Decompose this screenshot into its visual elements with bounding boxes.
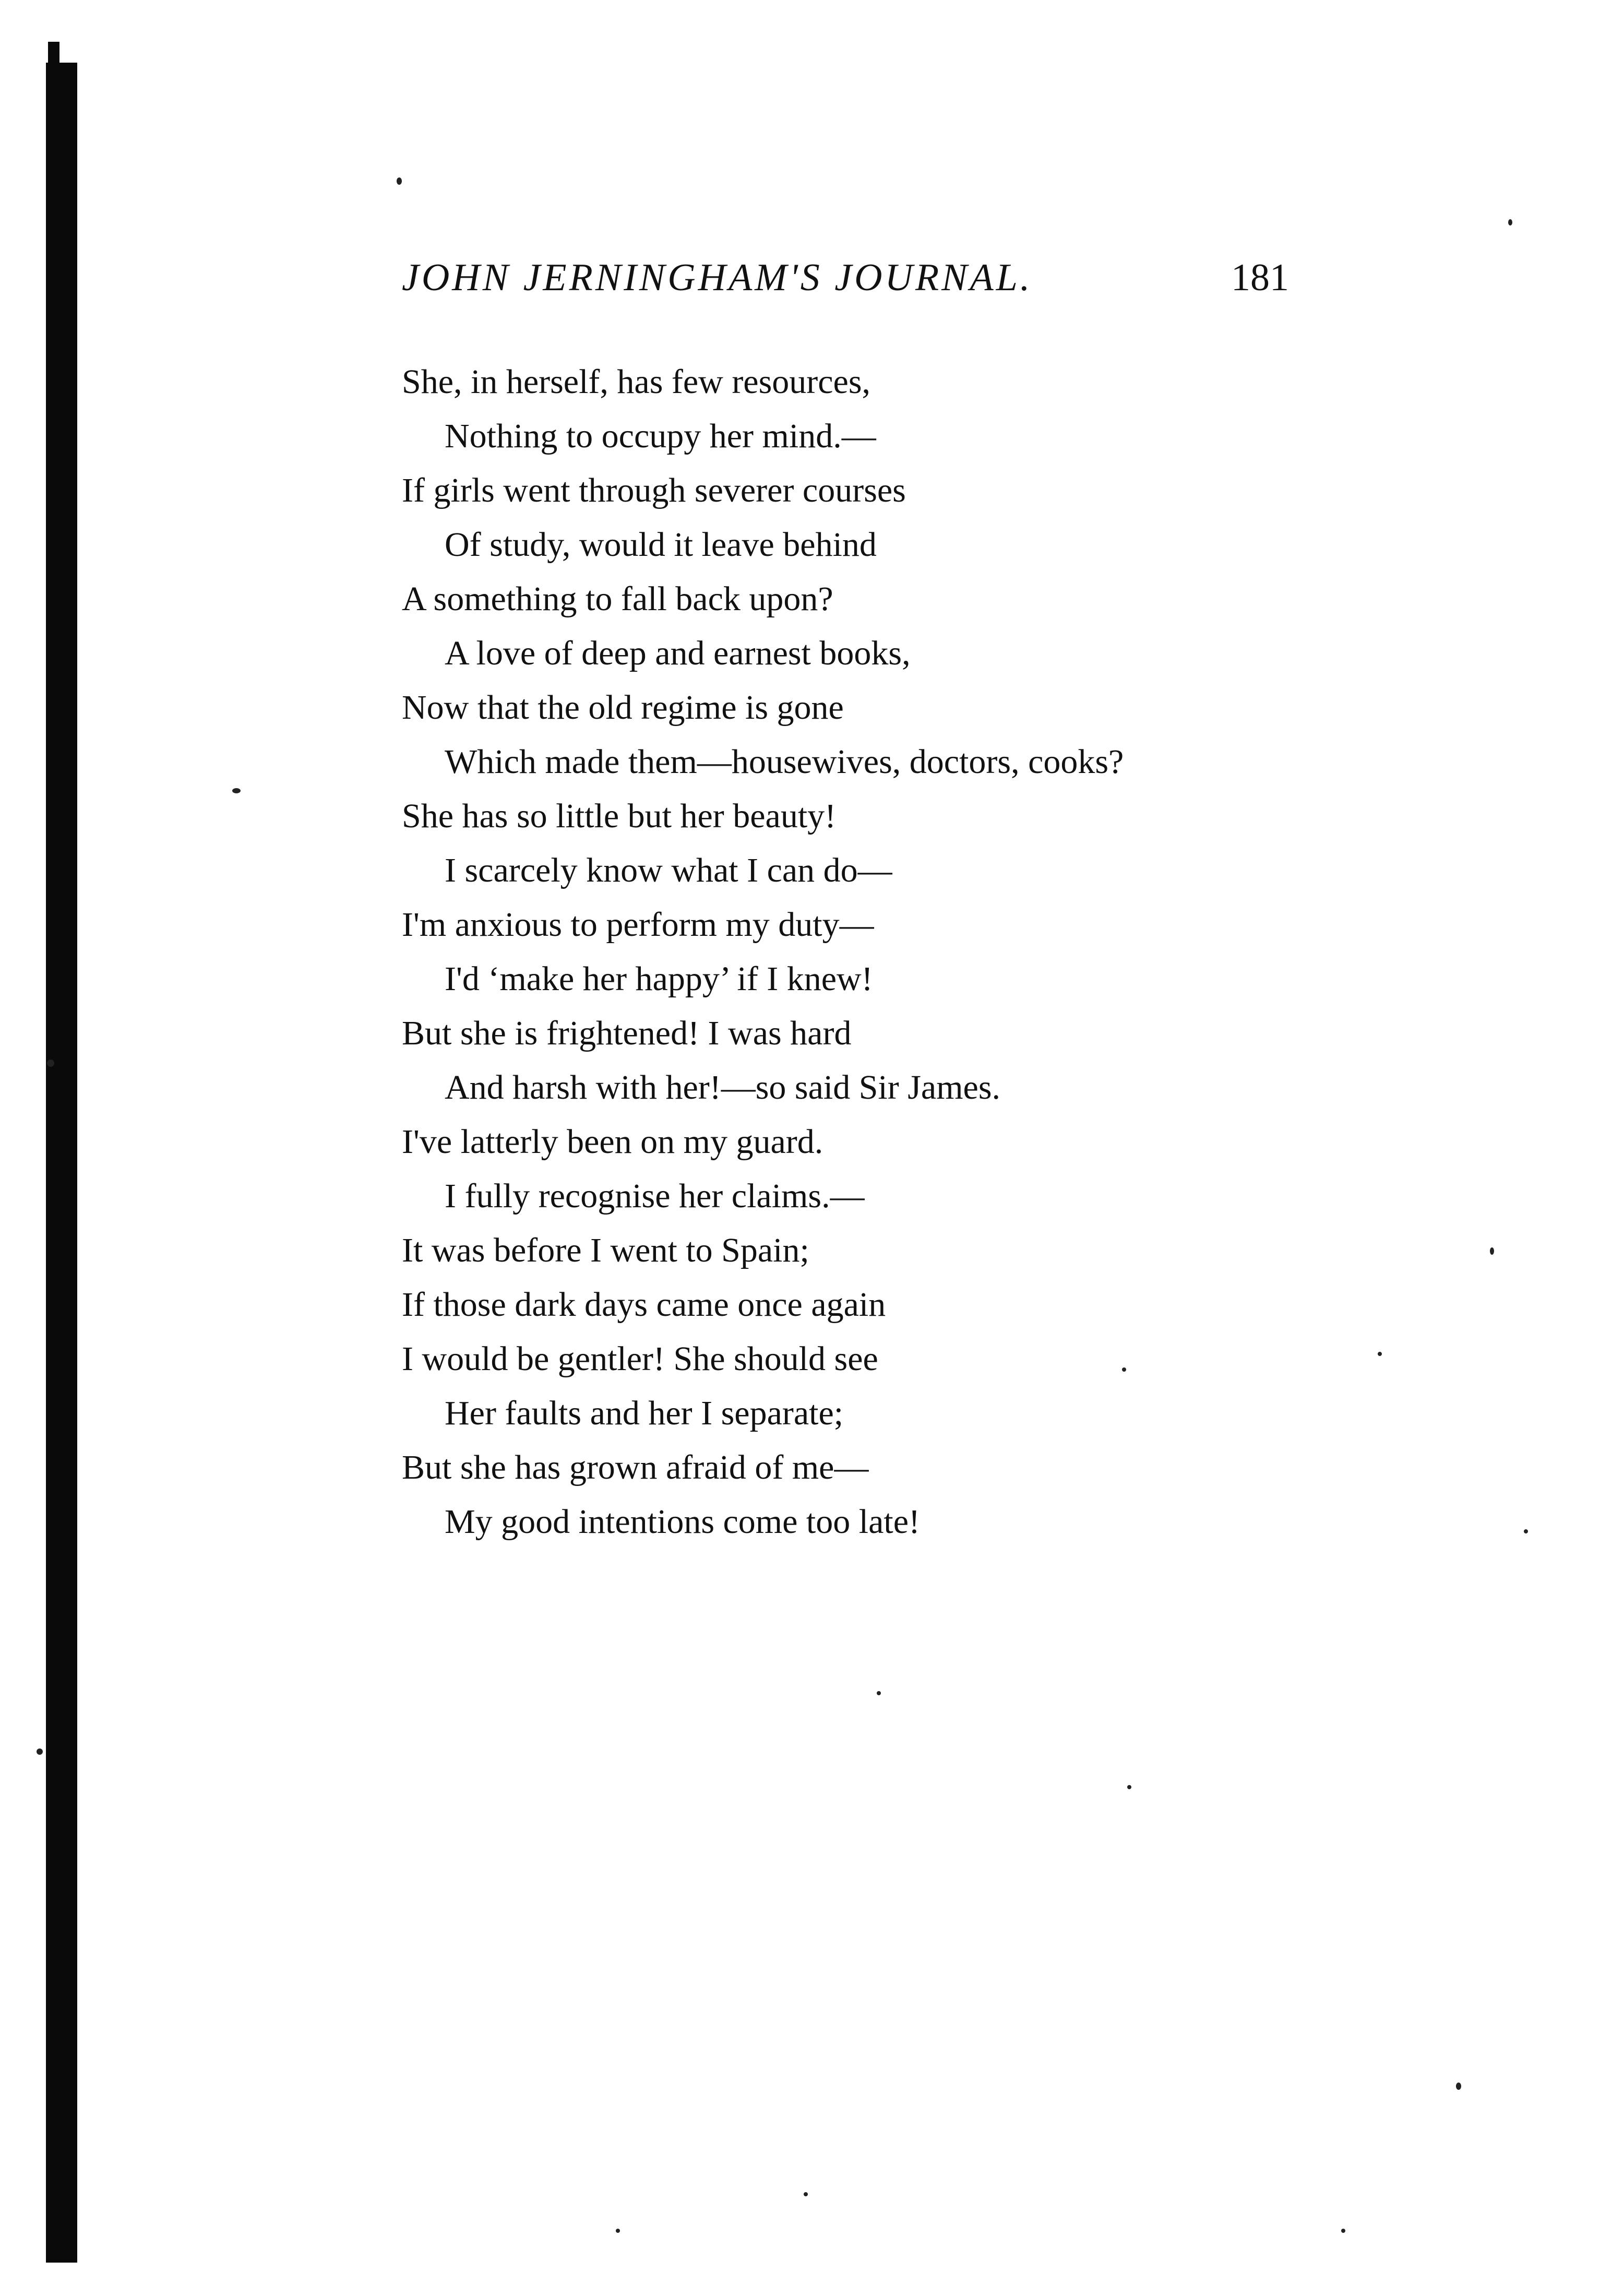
poem-line: And harsh with her!—so said Sir James. [445, 1068, 1001, 1107]
poem-line: She has so little but her beauty! [402, 797, 837, 835]
print-speck [1490, 1247, 1494, 1255]
print-speck [232, 788, 241, 793]
poem-line: I fully recognise her claims.— [445, 1177, 865, 1215]
print-speck [37, 1748, 43, 1755]
print-speck [1341, 2229, 1345, 2233]
page-number: 181 [1231, 256, 1289, 299]
poem-line: I'd ‘make her happy’ if I knew! [445, 960, 873, 998]
poem-line: It was before I went to Spain; [402, 1231, 809, 1269]
poem-line: Her faults and her I separate; [445, 1394, 844, 1432]
print-speck [1508, 219, 1512, 225]
poem-line: Nothing to occupy her mind.— [445, 417, 876, 455]
print-speck [1524, 1529, 1528, 1533]
poem-line: I scarcely know what I can do— [445, 851, 892, 889]
print-speck [804, 2192, 808, 2196]
poem-line: If those dark days came once again [402, 1286, 886, 1324]
poem-line: My good intentions come too late! [445, 1503, 921, 1541]
page-header [402, 256, 1289, 318]
running-title: JOHN JERNINGHAM'S JOURNAL. [402, 256, 1033, 299]
poem-line: I would be gentler! She should see [402, 1340, 878, 1378]
poem-line: She, in herself, has few resources, [402, 363, 871, 401]
poem [402, 355, 1341, 1549]
print-speck [1378, 1352, 1382, 1356]
print-speck [616, 2229, 620, 2233]
poem-line: A love of deep and earnest books, [445, 634, 911, 672]
print-speck [1122, 1367, 1126, 1372]
poem-line: Now that the old regime is gone [402, 688, 844, 727]
binding-edge [46, 63, 77, 2263]
print-speck [877, 1691, 881, 1695]
print-speck [1456, 2083, 1461, 2090]
poem-line: But she has grown afraid of me— [402, 1448, 869, 1486]
poem-line: A something to fall back upon? [402, 580, 833, 618]
poem-line: Which made them—housewives, doctors, cooks? [445, 743, 1124, 781]
print-speck [1127, 1785, 1131, 1789]
poem-line: I'm anxious to perform my duty— [402, 906, 874, 944]
poem-line: I've latterly been on my guard. [402, 1123, 823, 1161]
poem-line: Of study, would it leave behind [445, 526, 877, 564]
poem-line: But she is frightened! I was hard [402, 1014, 852, 1052]
print-speck [47, 1060, 54, 1067]
print-speck [397, 177, 402, 185]
poem-line: If girls went through severer courses [402, 471, 906, 509]
